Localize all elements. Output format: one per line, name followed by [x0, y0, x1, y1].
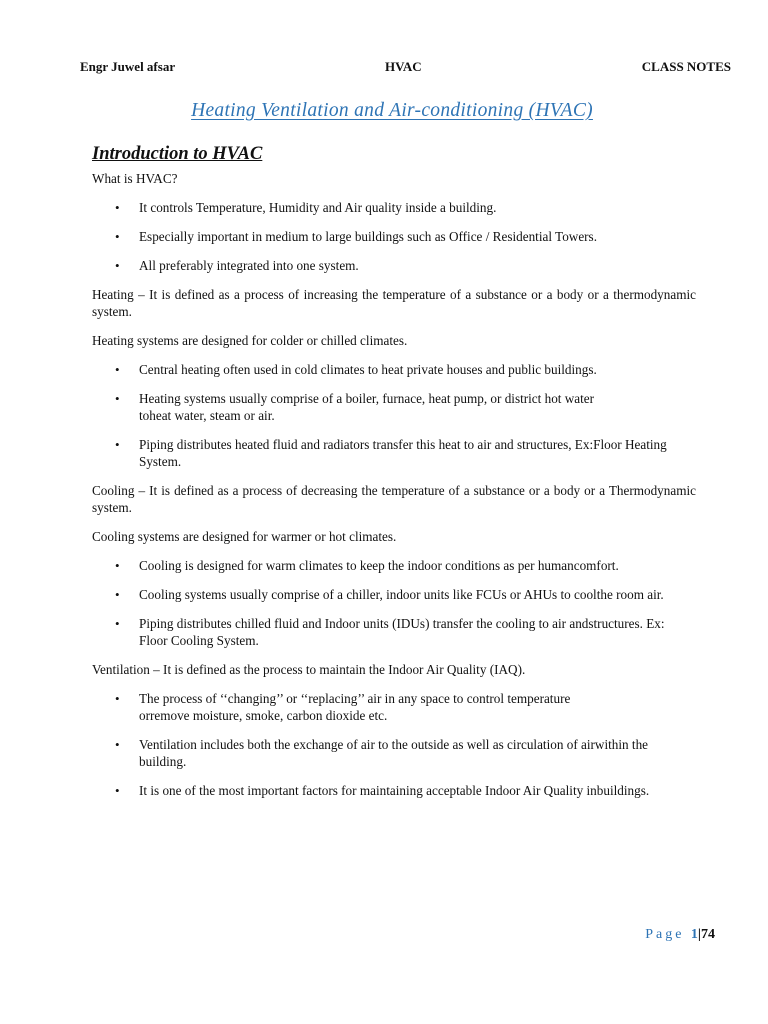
bullet-icon: • [115, 783, 120, 798]
list-item: • Ventilation includes both the exchange of air to the outside as well as circulation of airwithin the building. [115, 737, 649, 769]
bullet-icon: • [115, 200, 120, 215]
page-current: 1 [690, 927, 698, 942]
list-item: • It is one of the most important factors for maintaining acceptable Indoor Air Quality inbuildings. [115, 783, 650, 798]
cooling-climate: Cooling systems are designed for warmer or hot climates. [92, 529, 397, 544]
page-header [80, 59, 731, 77]
bullet-icon: • [115, 587, 120, 602]
page-separator: | [697, 927, 701, 942]
heating-climate: Heating systems are designed for colder or chilled climates. [92, 333, 408, 348]
page-label: Page [645, 927, 685, 942]
ventilation-definition: Ventilation – It is defined as the process to maintain the Indoor Air Quality (IAQ). [92, 662, 526, 677]
page-number [645, 927, 715, 943]
header-type: CLASS NOTES [641, 59, 731, 74]
bullet-icon: • [115, 437, 120, 452]
bullet-icon: • [115, 391, 120, 406]
bullet-icon: • [115, 229, 120, 244]
list-item: • Especially important in medium to large buildings such as Office / Residential Towers. [115, 229, 597, 244]
document-body [92, 170, 696, 811]
heating-definition: Heating – It is defined as a process of increasing the temperature of a substance or a body or a thermodynamic system. [92, 287, 696, 319]
header-author: Engr Juwel afsar [80, 59, 176, 74]
bullet-icon: • [115, 362, 120, 377]
cooling-definition: Cooling – It is defined as a process of decreasing the temperature of a substance or a body or a Thermodynamic system. [92, 483, 696, 515]
intro-bullet-list [92, 199, 696, 274]
bullet-icon: • [115, 737, 120, 752]
heating-bullet-list [92, 361, 696, 470]
list-item: • Heating systems usually comprise of a boiler, furnace, heat pump, or district hot water toheat water, steam or air. [115, 391, 595, 423]
bullet-icon: • [115, 691, 120, 706]
list-item: • Central heating often used in cold climates to heat private houses and public buildings. [115, 362, 597, 377]
ventilation-bullet-list [92, 690, 696, 799]
bullet-icon: • [115, 558, 120, 573]
page-total: 74 [701, 927, 715, 942]
header-topic: HVAC [385, 59, 422, 74]
list-item: • Cooling is designed for warm climates to keep the indoor conditions as per humancomfort. [115, 558, 619, 573]
bullet-icon: • [115, 258, 120, 273]
bullet-icon: • [115, 616, 120, 631]
cooling-bullet-list [92, 557, 696, 649]
intro-question: What is HVAC? [92, 171, 178, 186]
list-item: • Piping distributes chilled fluid and Indoor units (IDUs) transfer the cooling to air andstructures. Ex: Floor Cooling System. [115, 616, 665, 648]
list-item: • It controls Temperature, Humidity and Air quality inside a building. [115, 200, 497, 215]
list-item: • All preferably integrated into one system. [115, 258, 359, 273]
list-item: • Cooling systems usually comprise of a chiller, indoor units like FCUs or AHUs to coolthe room air. [115, 587, 664, 602]
document-title: Heating Ventilation and Air-conditioning (HVAC) [191, 100, 593, 121]
list-item: • The process of ‘‘changing’’ or ‘‘replacing’’ air in any space to control temperature orremove moisture, smoke, carbon dioxide etc. [115, 691, 571, 723]
list-item: • Piping distributes heated fluid and radiators transfer this heat to air and structures, Ex:Floor Heating System. [115, 437, 667, 469]
section-title: Introduction to HVAC [92, 144, 263, 164]
